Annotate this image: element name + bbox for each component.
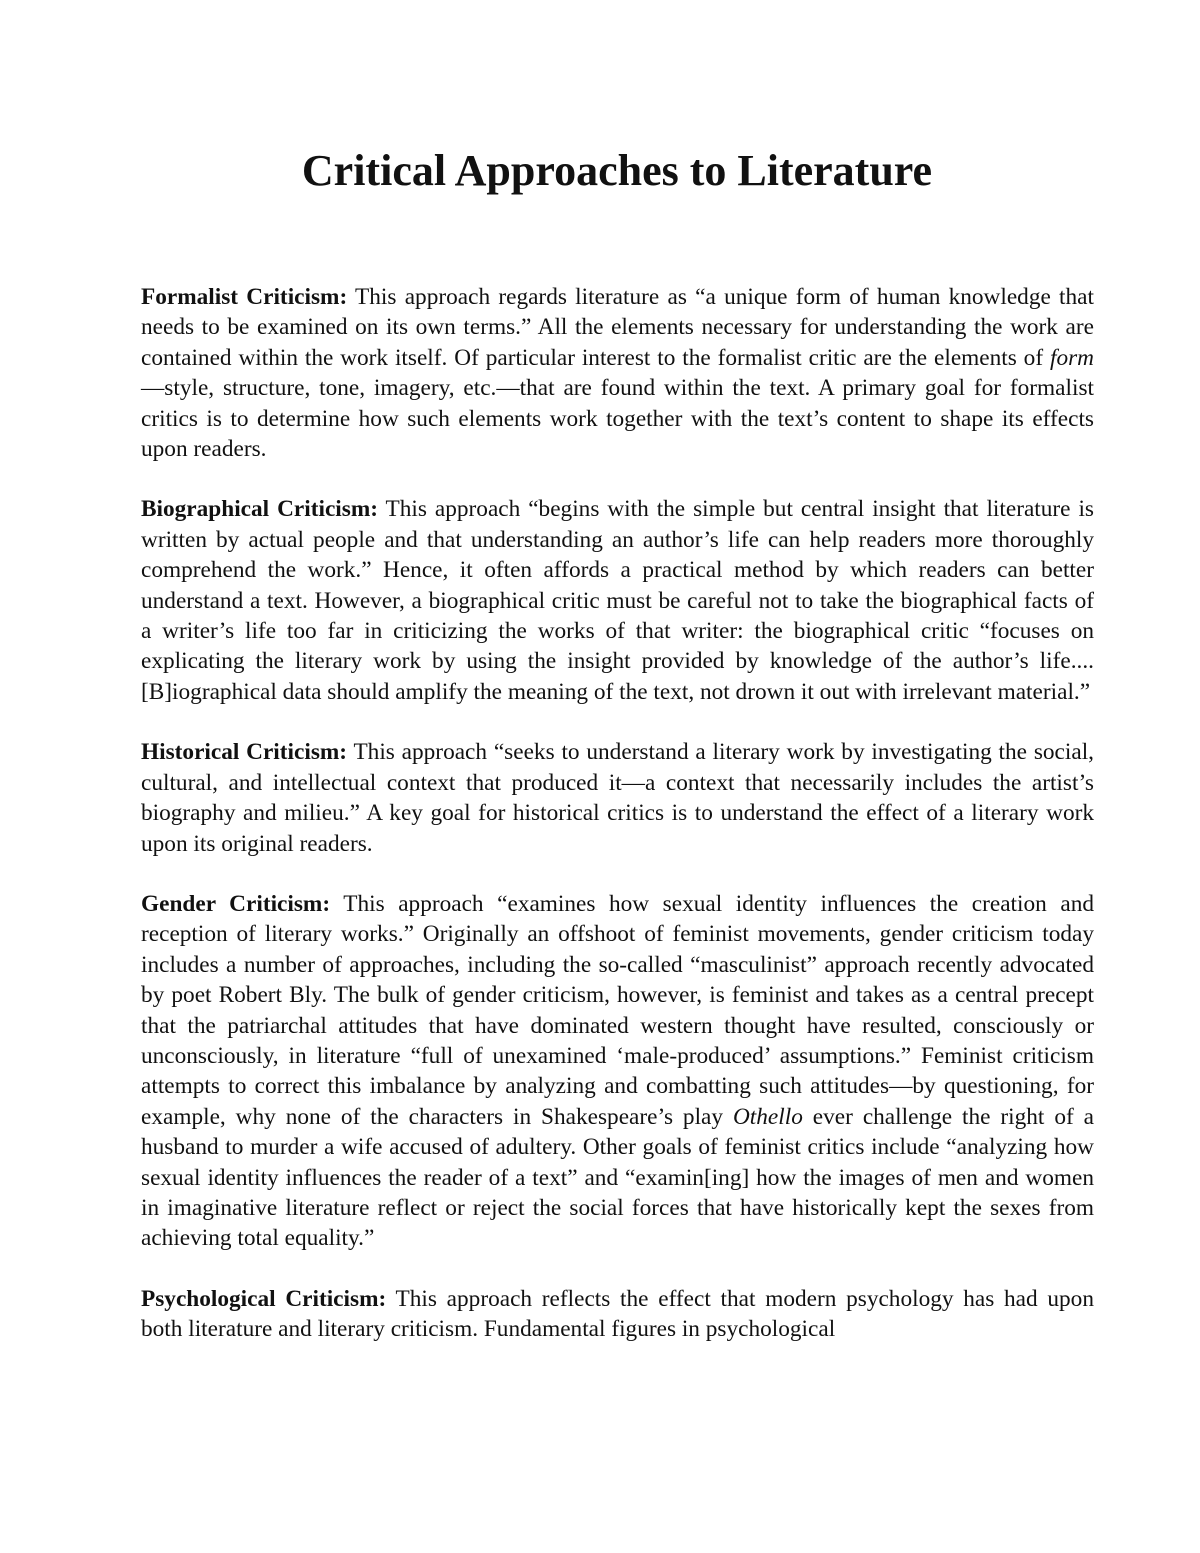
paragraph-text: This approach regards literature as “a unique form of human knowledge that needs to be examined on its own terms.” All the elements necessary for understanding the work are contained within the work itself. Of particular interest to the formalist critic are the elements of <box>141 284 1094 371</box>
paragraph-text: This approach “begins with the simple but central insight that literature is written by actual people and that understanding an author’s life can help readers more thoroughly comprehend the work.” Hence, it often affords a practical method by which readers can better understand a text. However, a biographical critic must be careful not to take the biographical facts of a writer’s life too far in criticizing the works of that writer: the biographical critic “focuses on explicating the literary work by using the insight provided by knowledge of the author’s life.... [B]iographical data should amplify the meaning of the text, not drown it out with irrelevant material.” <box>141 496 1095 705</box>
term-formalist-criticism: Formalist Criticism: <box>141 284 348 310</box>
document-body <box>141 282 1094 1375</box>
paragraph-text: ever challenge the right of a husband to murder a wife accused of adultery. Other goals of feminist critics include “analyzing how sexual identity influences the reader of a text” and “examin[ing] how the images of men and women in imaginative literature reflect or reject the social forces that have historically kept the sexes from achieving total equality.” <box>141 1103 1094 1252</box>
italic-title-othello: Othello <box>732 1103 803 1130</box>
paragraph-text: This approach “seeks to understand a literary work by investigating the social, cultural, and intellectual context that produced it—a context that necessarily includes the artist’s biography and milieu.” A key goal for historical critics is to understand the effect of a literary work upon its original readers. <box>141 739 1094 857</box>
term-biographical-criticism: Biographical Criticism: <box>141 496 379 523</box>
term-psychological-criticism: Psychological Criticism: <box>141 1285 387 1312</box>
term-gender-criticism: Gender Criticism: <box>141 890 331 917</box>
paragraph-text: This approach “examines how sexual identity influences the creation and reception of literary works.” Originally an offshoot of feminist movements, gender criticism today includes a number of approaches, including the so-called “masculinist” approach recently advocated by poet Robert Bly. The bulk of gender criticism, however, is feminist and takes as a central precept that the patriarchal attitudes that have dominated western thought have resulted, consciously or unconsciously, in literature “full of unexamined ‘male-produced’ assumptions.” Feminist criticism attempts to correct this imbalance by analyzing and combatting such attitudes—by questioning, for example, why none of the characters in Shakespeare’s play <box>141 890 1094 1130</box>
paragraph-gender-criticism <box>141 889 1094 1254</box>
paragraph-historical-criticism <box>141 737 1094 859</box>
paragraph-text: This approach reflects the effect that modern psychology has had upon both literature and literary criticism. Fundamental figures in psychological <box>141 1285 1094 1343</box>
italic-term-form: form <box>1049 344 1094 371</box>
paragraph-biographical-criticism <box>141 494 1094 707</box>
paragraph-psychological-criticism <box>141 1284 1094 1345</box>
term-historical-criticism: Historical Criticism: <box>141 739 348 766</box>
paragraph-formalist-criticism <box>141 282 1094 464</box>
paragraph-text: —style, structure, tone, imagery, etc.—that are found within the text. A primary goal for formalist critics is to determine how such elements work together with the text’s content to shape its effects upon readers. <box>141 375 1094 463</box>
page-title: Critical Approaches to Literature <box>301 146 933 195</box>
